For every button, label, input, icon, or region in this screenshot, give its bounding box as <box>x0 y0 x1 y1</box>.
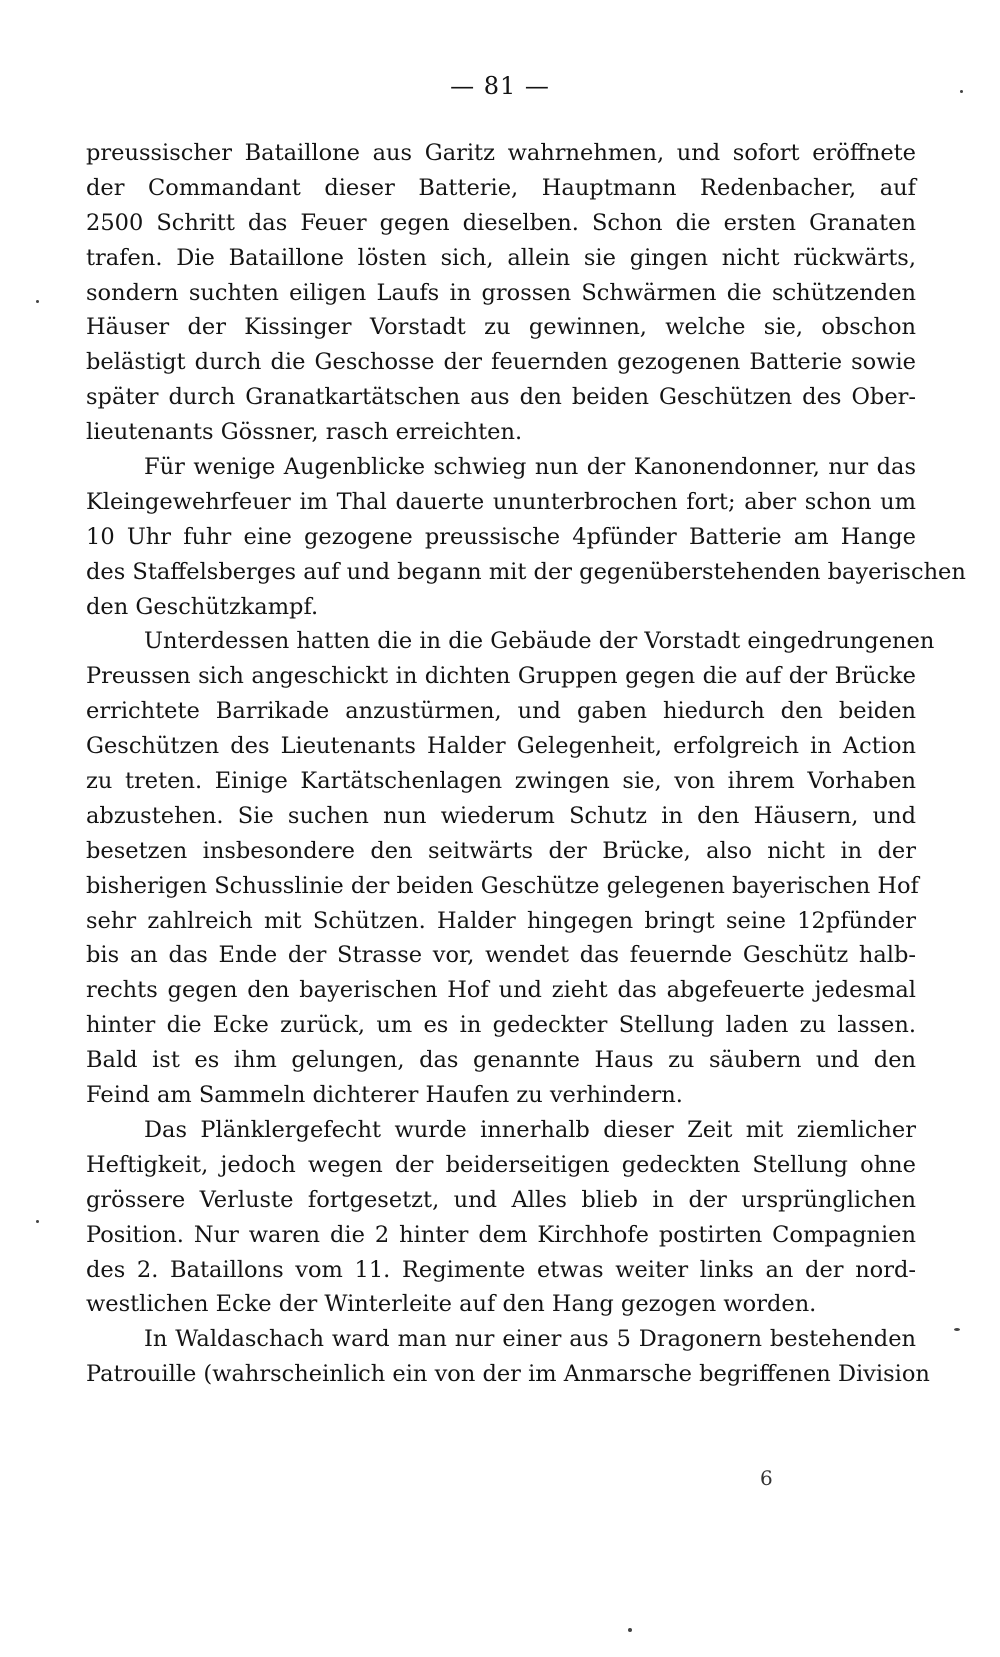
text-line: 10 Uhr fuhr eine gezogene preussische 4pfünder Batterie am Hange <box>86 523 916 550</box>
text-line: Kleingewehrfeuer im Thal dauerte ununterbrochen fort; aber schon um <box>86 488 916 515</box>
print-speck <box>36 300 39 303</box>
text-line: lieutenants Gössner, rasch erreichten. <box>86 419 523 446</box>
print-speck <box>960 90 963 93</box>
print-speck <box>36 1220 39 1223</box>
text-line: abzustehen. Sie suchen nun wiederum Schutz in den Häusern, und <box>86 802 916 829</box>
page-number: — 81 — <box>450 72 550 100</box>
text-line: sondern suchten eiligen Laufs in grossen Schwärmen die schützenden <box>86 279 916 306</box>
text-line: preussischer Bataillone aus Garitz wahrnehmen, und sofort eröffnete <box>86 140 916 166</box>
text-line: Feind am Sammeln dichterer Haufen zu verhindern. <box>86 1082 683 1109</box>
text-line: Bald ist es ihm gelungen, das genannte Haus zu säubern und den <box>86 1047 916 1074</box>
text-line: Häuser der Kissinger Vorstadt zu gewinnen, welche sie, obschon <box>86 314 916 341</box>
text-line: bisherigen Schusslinie der beiden Geschütze gelegenen bayerischen Hof <box>86 872 919 899</box>
text-line: belästigt durch die Geschosse der feuernden gezogenen Batterie sowie <box>86 349 916 376</box>
text-line: rechts gegen den bayerischen Hof und zieht das abgefeuerte jedesmal <box>86 977 916 1004</box>
text-line: Preussen sich angeschickt in dichten Gruppen gegen die auf der Brücke <box>86 663 916 690</box>
text-line: errichtete Barrikade anzustürmen, und gaben hiedurch den beiden <box>86 698 916 725</box>
text-line: Heftigkeit, jedoch wegen der beiderseitigen gedeckten Stellung ohne <box>86 1151 916 1178</box>
text-line: westlichen Ecke der Winterleite auf den Hang gezogen worden. <box>86 1291 817 1318</box>
signature-mark: 6 <box>760 1466 773 1490</box>
text-line: grössere Verluste fortgesetzt, und Alles blieb in der ursprünglichen <box>86 1186 916 1213</box>
text-line: des Staffelsberges auf und begann mit der gegenüberstehenden bayerischen <box>86 558 966 585</box>
text-line: besetzen insbesondere den seitwärts der Brücke, also nicht in der <box>86 837 916 864</box>
text-line: zu treten. Einige Kartätschenlagen zwingen sie, von ihrem Vorhaben <box>86 768 916 795</box>
text-line: später durch Granatkartätschen aus den beiden Geschützen des Ober- <box>86 384 916 411</box>
text-line: In Waldaschach ward man nur einer aus 5 Dragonern bestehenden <box>144 1326 916 1353</box>
text-line: Für wenige Augenblicke schwieg nun der Kanonendonner, nur das <box>144 454 916 481</box>
text-line: sehr zahlreich mit Schützen. Halder hingegen bringt seine 12pfünder <box>86 907 916 934</box>
text-line: Position. Nur waren die 2 hinter dem Kirchhofe postirten Compagnien <box>86 1221 916 1248</box>
body-text <box>86 136 966 1392</box>
text-line: bis an das Ende der Strasse vor, wendet das feuernde Geschütz halb- <box>86 942 916 969</box>
text-line: Das Plänklergefecht wurde innerhalb dieser Zeit mit ziemlicher <box>144 1116 916 1143</box>
text-line: den Geschützkampf. <box>86 593 319 620</box>
print-speck <box>628 1628 632 1632</box>
text-line: Patrouille (wahrscheinlich ein von der im Anmarsche begriffenen Division <box>86 1361 930 1388</box>
text-line: Unterdessen hatten die in die Gebäude der Vorstadt eingedrungenen <box>144 628 935 655</box>
print-speck <box>954 1328 960 1331</box>
text-line: 2500 Schritt das Feuer gegen dieselben. Schon die ersten Granaten <box>86 209 916 236</box>
text-line: hinter die Ecke zurück, um es in gedeckter Stellung laden zu lassen. <box>86 1012 916 1039</box>
text-line: des 2. Bataillons vom 11. Regimente etwas weiter links an der nord- <box>86 1256 916 1283</box>
text-line: der Commandant dieser Batterie, Hauptmann Redenbacher, auf <box>86 174 916 201</box>
text-line: trafen. Die Bataillone lösten sich, allein sie gingen nicht rückwärts, <box>86 244 916 271</box>
text-line: Geschützen des Lieutenants Halder Gelegenheit, erfolgreich in Action <box>86 733 916 760</box>
